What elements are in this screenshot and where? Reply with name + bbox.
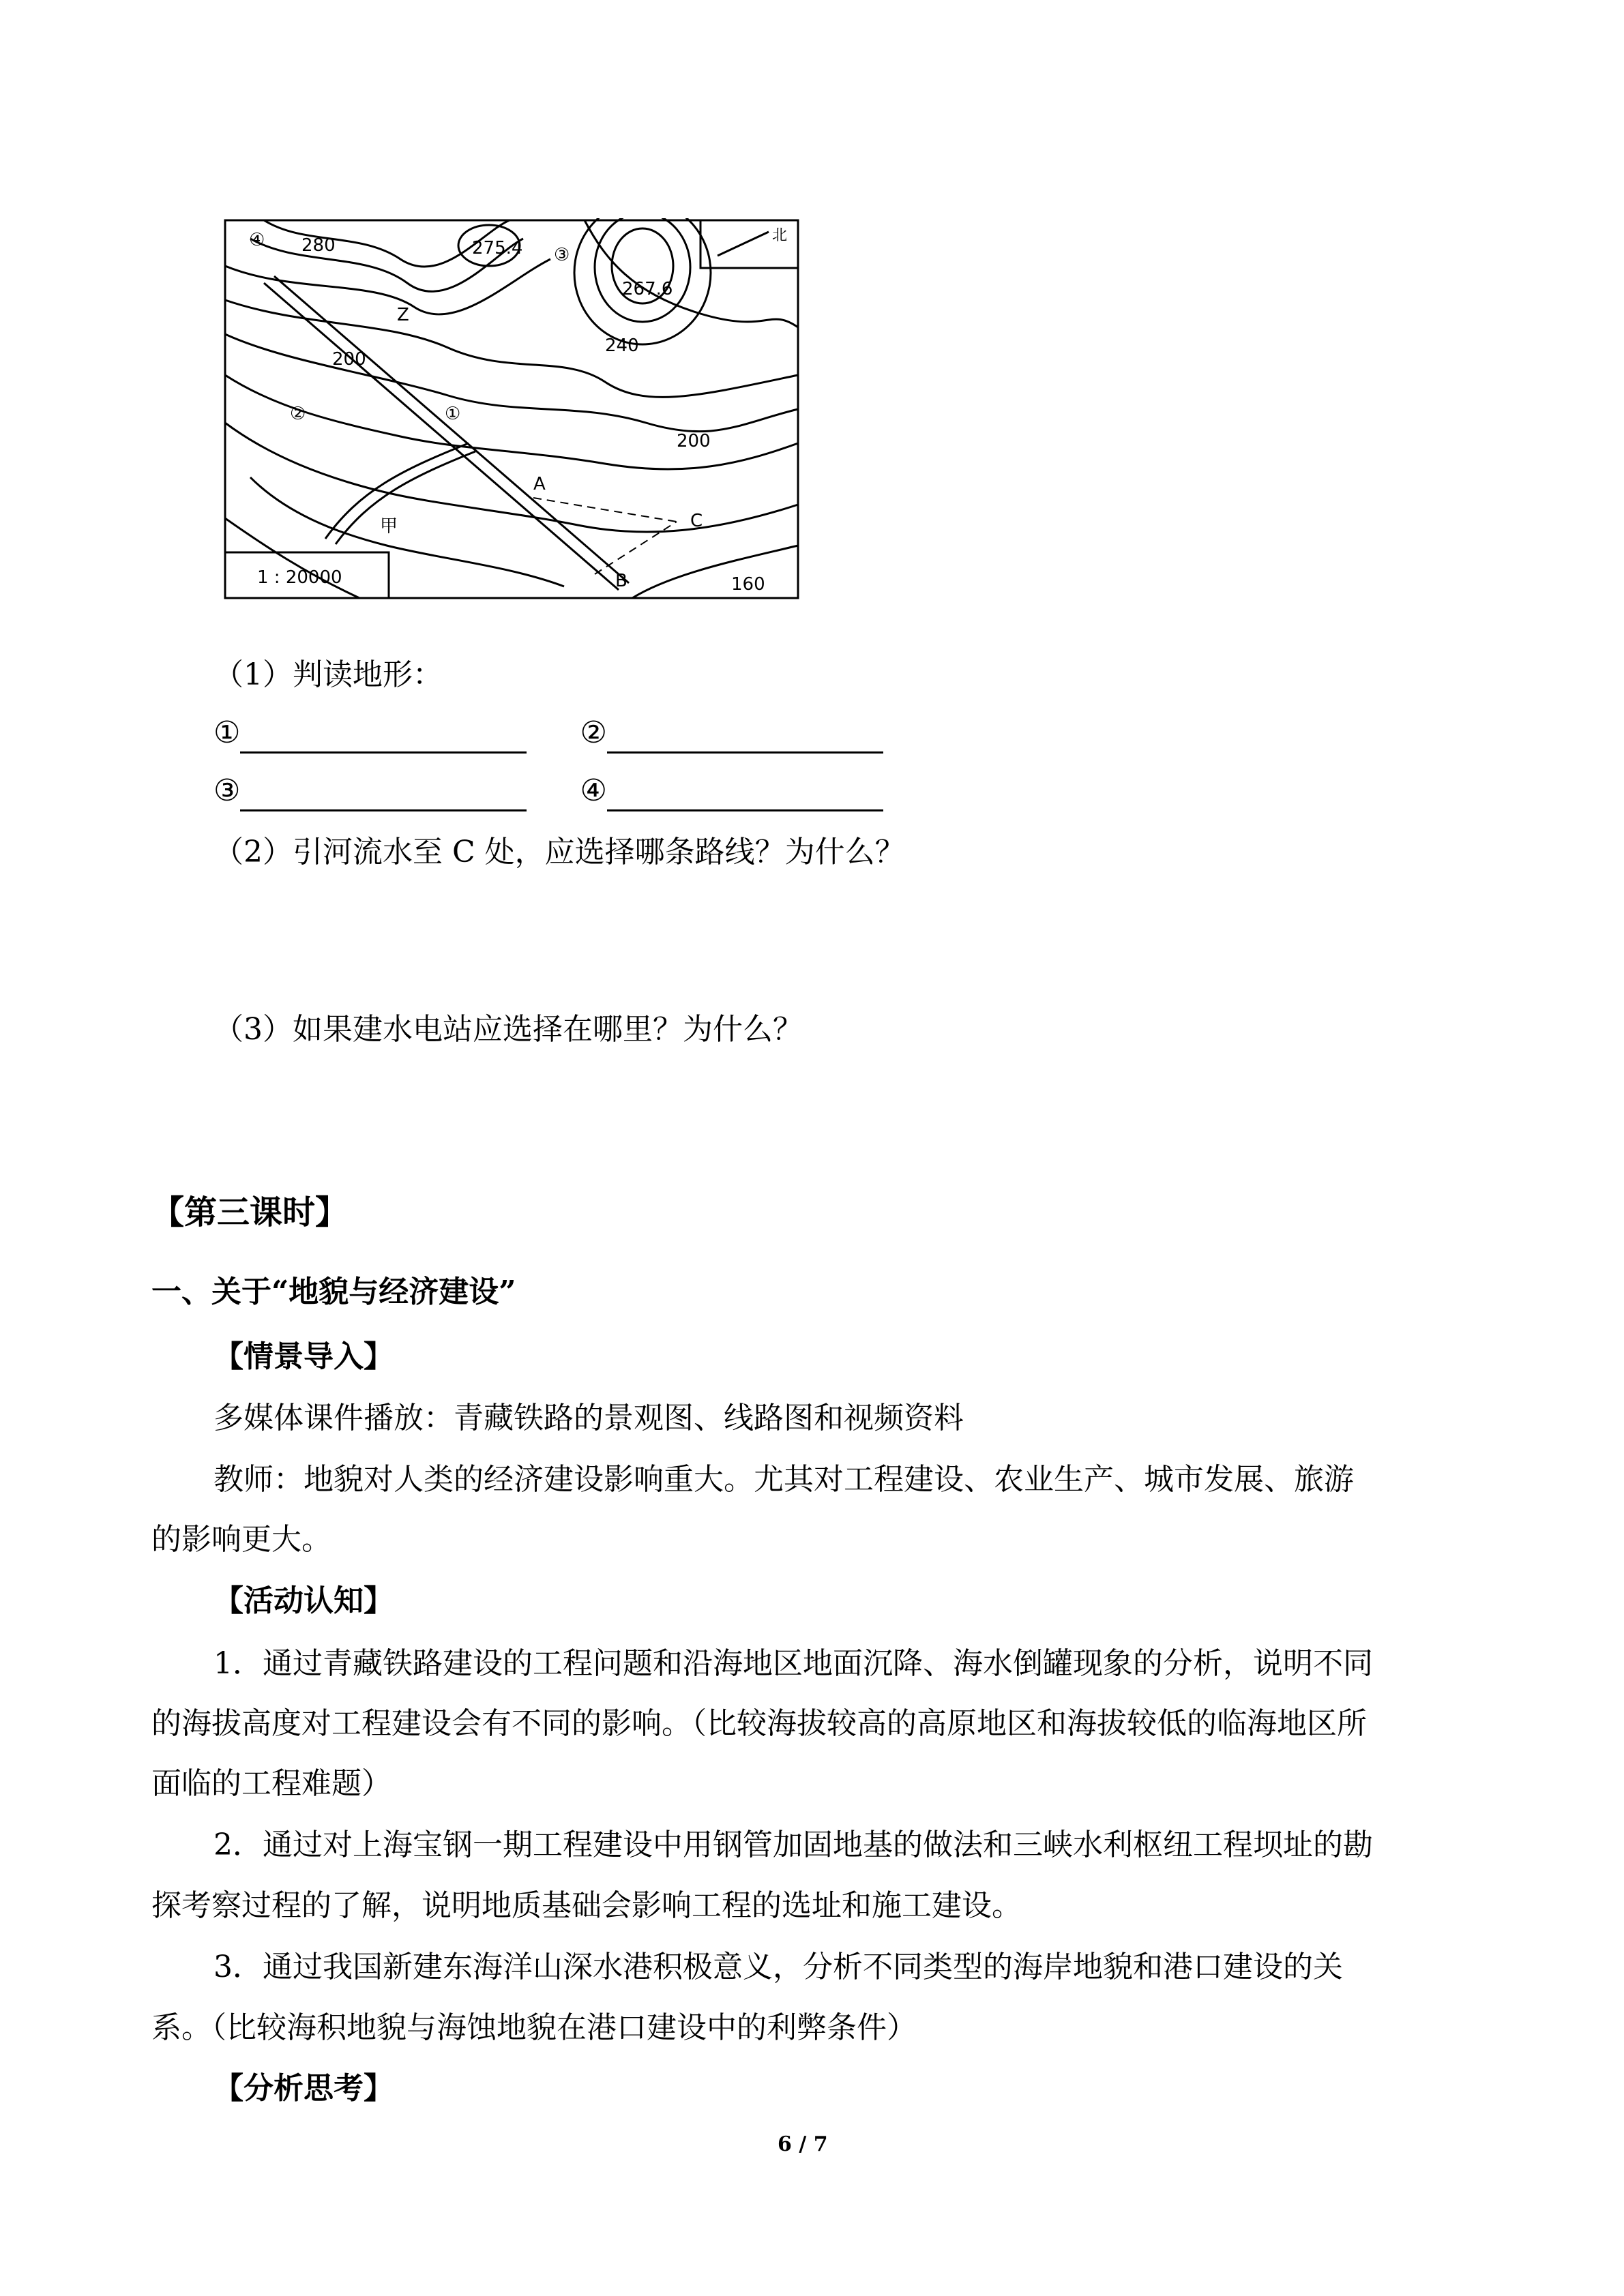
activity-heading: 【活动认知】 [213, 1583, 394, 1618]
contour-map-figure [223, 218, 800, 600]
answer-row-1 [213, 713, 883, 754]
elevation-267-6: 267.6 [622, 279, 673, 299]
answer-blank-3[interactable] [240, 775, 527, 811]
answer-label-3: ③ [213, 773, 241, 808]
map-scale: 1 : 20000 [257, 567, 342, 588]
elevation-275-4: 275.4 [472, 238, 523, 258]
analysis-heading: 【分析思考】 [213, 2071, 394, 2106]
activity-item-1-line-1: 1．通过青藏铁路建设的工程问题和沿海地区地面沉降、海水倒罐现象的分析，说明不同 [213, 1646, 1373, 1681]
contour-label-200-right: 200 [677, 431, 711, 451]
activity-item-1-line-2: 的海拔高度对工程建设会有不同的影响。（比较海拔较高的高原地区和海拔较低的临海地区所 [151, 1706, 1367, 1741]
marker-2: ② [290, 404, 306, 424]
question-1-title: （1）判读地形： [213, 657, 443, 692]
point-a: A [533, 474, 546, 494]
contour-label-160: 160 [731, 574, 765, 595]
intro-heading: 【情景导入】 [213, 1339, 394, 1374]
contour-label-z: Z [397, 305, 409, 325]
activity-item-3-line-2: 系。（比较海积地貌与海蚀地貌在港口建设中的利弊条件） [151, 2010, 917, 2045]
answer-blank-2[interactable] [607, 717, 883, 754]
answer-label-1: ① [213, 715, 241, 750]
contour-label-200-left: 200 [332, 349, 366, 370]
marker-jia: 甲 [380, 516, 398, 537]
point-c: C [690, 511, 703, 531]
answer-label-2: ② [580, 715, 607, 750]
answer-blank-1[interactable] [240, 717, 527, 754]
map-frame [225, 220, 798, 598]
marker-4: ④ [249, 230, 265, 250]
section-heading-1: 一、关于“地貌与经济建设” [151, 1274, 516, 1309]
activity-item-3-line-1: 3．通过我国新建东海洋山深水港积极意义，分析不同类型的海岸地貌和港口建设的关 [213, 1950, 1343, 1984]
page-number: 6 / 7 [778, 2132, 828, 2156]
north-label: 北 [772, 227, 788, 244]
intro-paragraph-1: 多媒体课件播放：青藏铁路的景观图、线路图和视频资料 [213, 1401, 964, 1435]
activity-item-2-line-1: 2．通过对上海宝钢一期工程建设中用钢管加固地基的做法和三峡水利枢纽工程坝址的勘 [213, 1828, 1373, 1862]
intro-paragraph-2-line-2: 的影响更大。 [151, 1522, 331, 1557]
answer-blank-4[interactable] [607, 775, 883, 811]
question-2: （2）引河流水至 C 处，应选择哪条路线？为什么？ [213, 835, 905, 869]
activity-item-1-line-3: 面临的工程难题） [151, 1766, 392, 1801]
contour-label-240: 240 [605, 336, 639, 356]
answer-row-2 [213, 771, 883, 811]
marker-1: ① [445, 404, 461, 424]
question-3: （3）如果建水电站应选择在哪里？为什么？ [213, 1012, 803, 1047]
point-b: B [615, 571, 628, 591]
marker-3: ③ [554, 245, 570, 265]
answer-label-4: ④ [580, 773, 607, 808]
lesson-title: 【第三课时】 [151, 1193, 349, 1232]
activity-item-2-line-2: 探考察过程的了解，说明地质基础会影响工程的选址和施工建设。 [151, 1888, 1022, 1923]
intro-paragraph-2-line-1: 教师：地貌对人类的经济建设影响重大。尤其对工程建设、农业生产、城市发展、旅游 [213, 1462, 1354, 1497]
contour-label-280: 280 [301, 235, 336, 256]
